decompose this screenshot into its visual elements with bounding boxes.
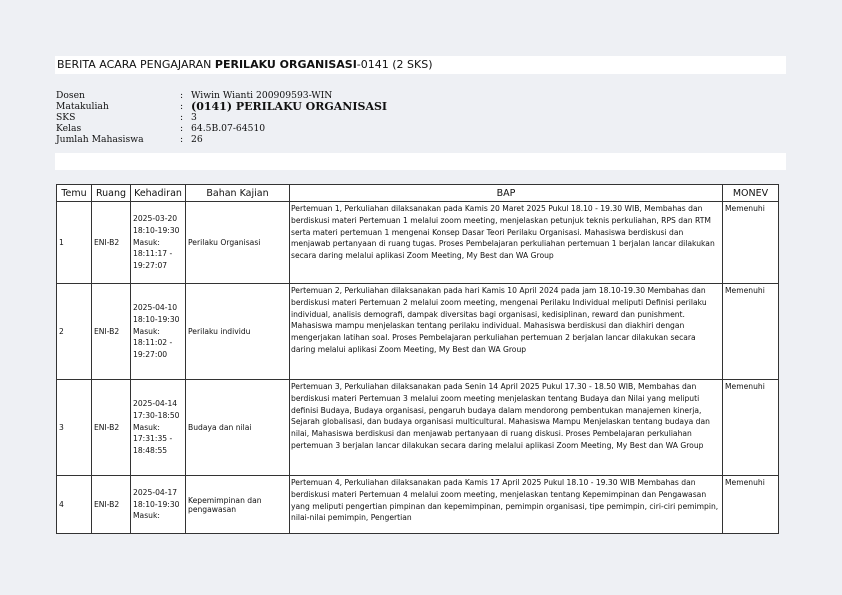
cell-bap: Pertemuan 4, Perkuliahan dilaksanakan pada Kamis 17 April 2025 Pukul 18.10 - 19.30 WIB Membahas dan berdiskusi materi Pertemuan 4 melalui zoom meeting, menjelaskan tentang Kepemimpinan dan Pengawasan yang meliputi pengertian pimpinan dan kepemimpinan, pemimpin organisasi, tipe pemimpin, ciri-ciri pemimpin, nilai-nilai pemimpin, Pengertian	[290, 476, 723, 534]
info-value: 64.5B.07-64510	[191, 123, 266, 134]
header-bap: BAP	[290, 185, 723, 202]
info-value: 26	[191, 134, 203, 145]
title-suffix: -0141 (2 SKS)	[356, 58, 433, 71]
info-colon: :	[180, 134, 184, 145]
info-label: Kelas	[56, 123, 82, 134]
title-course: PERILAKU ORGANISASI	[214, 58, 357, 71]
info-label: SKS	[56, 112, 76, 123]
cell-temu: 2	[57, 284, 92, 380]
header-monev: MONEV	[723, 185, 779, 202]
header-bahan-kajian: Bahan Kajian	[186, 185, 290, 202]
cell-bap: Pertemuan 2, Perkuliahan dilaksanakan pada hari Kamis 10 April 2024 pada jam 18.10-19.30 Membahas dan berdiskusi materi Pertemuan 2 melalui zoom meeting, mengenai Perilaku Individual meliputi Definisi perilaku individual, analisis demografi, dampak diversitas bagi organisasi, kedisiplinan, reward dan punishment. Mahasiswa mampu menjelaskan tentang perilaku individual. Mahasiswa berdiskusi dan diakhiri dengan mengerjakan latihan soal. Proses Pembelajaran perkuliahan pertemuan 2 berjalan lancar dilakukan secara daring melalui aplikasi Zoom Meeting, My Best dan WA Group	[290, 284, 723, 380]
header-kehadiran: Kehadiran	[131, 185, 186, 202]
cell-ruang: ENI-B2	[92, 202, 131, 284]
info-row	[56, 123, 387, 134]
cell-temu: 3	[57, 380, 92, 476]
info-value: (0141) PERILAKU ORGANISASI	[191, 100, 388, 113]
cell-monev: Memenuhi	[723, 202, 779, 284]
info-colon: :	[180, 112, 184, 123]
info-colon: :	[180, 101, 184, 112]
document-title	[55, 56, 786, 74]
cell-bahan-kajian: Perilaku Organisasi	[186, 202, 290, 284]
cell-kehadiran: 2025-04-17 18:10-19:30 Masuk:	[131, 476, 186, 534]
table-row	[57, 380, 779, 476]
cell-monev: Memenuhi	[723, 380, 779, 476]
cell-kehadiran: 2025-04-10 18:10-19:30 Masuk: 18:11:02 - 19:27:00	[131, 284, 186, 380]
table-row	[57, 284, 779, 380]
cell-temu: 1	[57, 202, 92, 284]
table-header-row	[57, 185, 779, 202]
cell-bahan-kajian: Budaya dan nilai	[186, 380, 290, 476]
cell-kehadiran: 2025-03-20 18:10-19:30 Masuk: 18:11:17 - 19:27:07	[131, 202, 186, 284]
cell-bap: Pertemuan 3, Perkuliahan dilaksanakan pada Senin 14 April 2025 Pukul 17.30 - 18.50 WIB, Membahas dan berdiskusi materi Pertemuan 3 melalui zoom meeting menjelaskan tentang Budaya dan Nilai yang meliputi definisi Budaya, Budaya organisasi, pengaruh budaya dalam mendorong pembentukan manajemen kinerja, Sejarah globalisasi, dan budaya organisasi multicultural. Mahasiswa Mampu Menjelaskan tentang budaya dan nilai, Mahasiswa berdiskusi dan menjawab pertanyaan di ruang diskusi. Proses Pembelajaran perkuliahan pertemuan 3 berjalan lancar dilakukan secara daring melalui aplikasi Zoom Meeting, My Best dan WA Group	[290, 380, 723, 476]
cell-bahan-kajian: Kepemimpinan dan pengawasan	[186, 476, 290, 534]
info-colon: :	[180, 90, 184, 101]
course-info	[56, 90, 387, 145]
cell-monev: Memenuhi	[723, 476, 779, 534]
cell-kehadiran: 2025-04-14 17:30-18:50 Masuk: 17:31:35 - 18:48:55	[131, 380, 186, 476]
cell-temu: 4	[57, 476, 92, 534]
table-row	[57, 476, 779, 534]
info-value: Wiwin Wianti 200909593-WIN	[191, 90, 333, 101]
info-value: 3	[191, 112, 197, 123]
cell-monev: Memenuhi	[723, 284, 779, 380]
title-prefix: BERITA ACARA PENGAJARAN	[57, 58, 215, 71]
cell-ruang: ENI-B2	[92, 476, 131, 534]
info-colon: :	[180, 123, 184, 134]
info-label: Dosen	[56, 90, 85, 101]
cell-bap: Pertemuan 1, Perkuliahan dilaksanakan pada Kamis 20 Maret 2025 Pukul 18.10 - 19.30 WIB, Membahas dan berdiskusi materi Pertemuan 1 melalui zoom meeting, menjelaskan petunjuk teknis perkuliahan, RPS dan RTM serta materi pertemuan 1 mengenai Konsep Dasar Teori Perilaku Organisasi. Mahasiswa berdiskusi dan menjawab pertanyaan di ruang tugas. Proses Pembelajaran perkuliahan pertemuan 1 berjalan lancar dilakukan secara daring melalui aplikasi Zoom Meeting, My Best dan WA Group	[290, 202, 723, 284]
table-row	[57, 202, 779, 284]
attendance-table	[56, 184, 779, 534]
header-ruang: Ruang	[92, 185, 131, 202]
info-row	[56, 134, 387, 145]
cell-ruang: ENI-B2	[92, 380, 131, 476]
info-row	[56, 112, 387, 123]
cell-bahan-kajian: Perilaku individu	[186, 284, 290, 380]
header-temu: Temu	[57, 185, 92, 202]
info-label: Matakuliah	[56, 101, 109, 112]
divider-band	[55, 153, 786, 170]
info-label: Jumlah Mahasiswa	[56, 134, 144, 145]
cell-ruang: ENI-B2	[92, 284, 131, 380]
info-row	[56, 101, 387, 112]
